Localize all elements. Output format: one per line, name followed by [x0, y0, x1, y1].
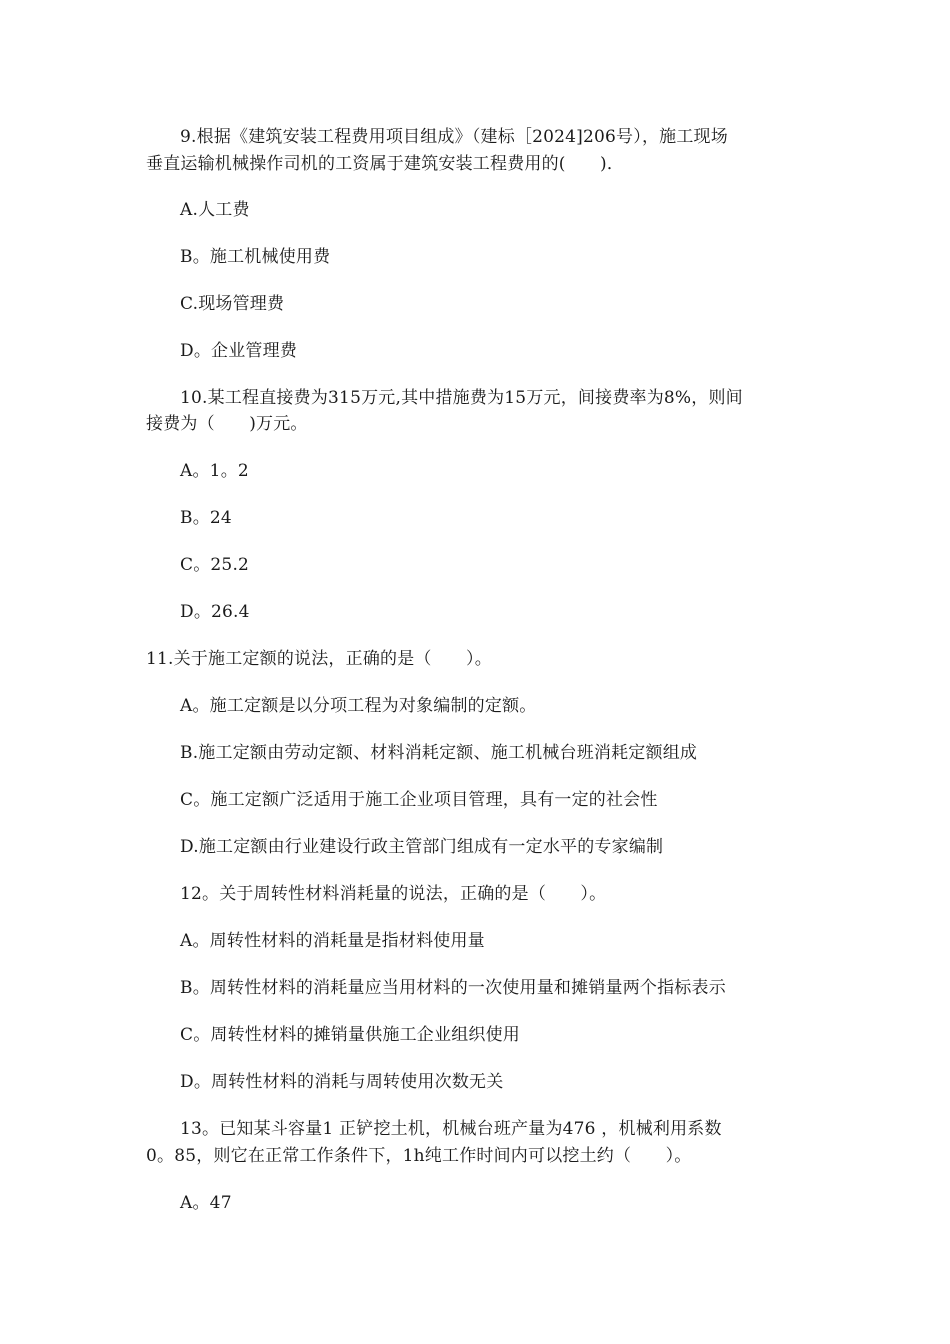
question-11-option-d: D.施工定额由行业建设行政主管部门组成有一定水平的专家编制 — [180, 837, 664, 857]
question-10-option-b: B。24 — [180, 508, 232, 528]
question-9-stem-line-1: 9.根据《建筑安装工程费用项目组成》（建标［2024]206号），施工现场 — [180, 127, 728, 147]
question-12-option-d: D。周转性材料的消耗与周转使用次数无关 — [180, 1072, 504, 1092]
question-13-stem-line-2: 0。85，则它在正常工作条件下，1h纯工作时间内可以挖土约（ ）。 — [146, 1146, 692, 1166]
question-10-option-c: C。25.2 — [180, 555, 250, 575]
question-11-stem: 11.关于施工定额的说法，正确的是（ ）。 — [146, 649, 492, 669]
question-10-stem-line-2: 接费为（ )万元。 — [146, 414, 308, 434]
question-11-option-a: A。施工定额是以分项工程为对象编制的定额。 — [180, 696, 537, 716]
question-13-option-a: A。47 — [180, 1193, 232, 1213]
question-12-option-b: B。周转性材料的消耗量应当用材料的一次使用量和摊销量两个指标表示 — [180, 978, 726, 998]
question-10-stem-line-1: 10.某工程直接费为315万元,其中措施费为15万元，间接费率为8%，则间 — [180, 388, 743, 408]
question-9-option-c: C.现场管理费 — [180, 294, 285, 314]
question-10-option-a: A。1。2 — [180, 461, 249, 481]
question-11-option-c: C。施工定额广泛适用于施工企业项目管理，具有一定的社会性 — [180, 790, 658, 810]
question-9-option-d: D。企业管理费 — [180, 341, 298, 361]
question-9-stem-line-2: 垂直运输机械操作司机的工资属于建筑安装工程费用的( )． — [146, 154, 625, 174]
question-10-option-d: D。26.4 — [180, 602, 250, 622]
question-12-option-a: A。周转性材料的消耗量是指材料使用量 — [180, 931, 485, 951]
question-9-option-a: A.人工费 — [180, 200, 250, 220]
question-12-stem: 12。关于周转性材料消耗量的说法，正确的是（ ）。 — [180, 884, 607, 904]
question-13-stem-line-1: 13。已知某斗容量1 正铲挖土机，机械台班产量为476 ，机械利用系数 — [180, 1119, 722, 1139]
question-9-option-b: B。施工机械使用费 — [180, 247, 331, 267]
question-11-option-b: B.施工定额由劳动定额、材料消耗定额、施工机械台班消耗定额组成 — [180, 743, 698, 763]
question-12-option-c: C。周转性材料的摊销量供施工企业组织使用 — [180, 1025, 521, 1045]
